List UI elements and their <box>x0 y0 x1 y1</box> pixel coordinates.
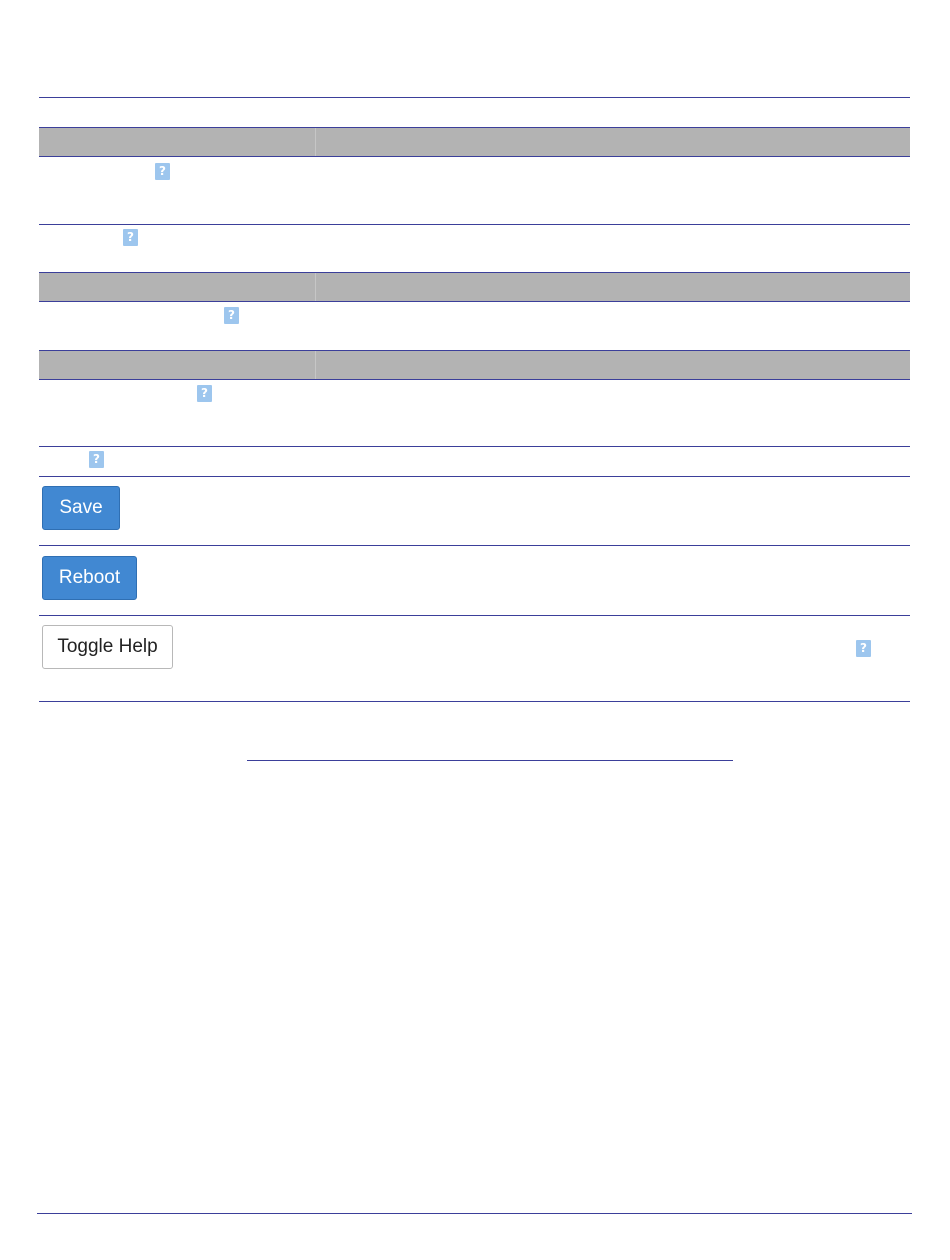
row-divider <box>39 446 910 447</box>
column-divider <box>315 128 316 156</box>
help-icon[interactable]: ? <box>197 385 212 402</box>
help-icon[interactable]: ? <box>89 451 104 468</box>
section-header <box>39 127 910 157</box>
row-divider <box>39 224 910 225</box>
page-bottom-rule <box>37 1213 912 1214</box>
toggle-help-button[interactable]: Toggle Help <box>42 625 173 669</box>
help-icon[interactable]: ? <box>155 163 170 180</box>
row-divider <box>39 545 910 546</box>
help-icon[interactable]: ? <box>224 307 239 324</box>
footer-link-underline[interactable] <box>247 760 733 761</box>
section-bottom-rule <box>39 701 910 702</box>
help-icon[interactable]: ? <box>123 229 138 246</box>
section-header <box>39 272 910 302</box>
reboot-button[interactable]: Reboot <box>42 556 137 600</box>
row-divider <box>39 615 910 616</box>
column-divider <box>315 273 316 301</box>
section-header <box>39 350 910 380</box>
top-rule <box>39 97 910 98</box>
help-icon[interactable]: ? <box>856 640 871 657</box>
row-divider <box>39 476 910 477</box>
save-button[interactable]: Save <box>42 486 120 530</box>
column-divider <box>315 351 316 379</box>
